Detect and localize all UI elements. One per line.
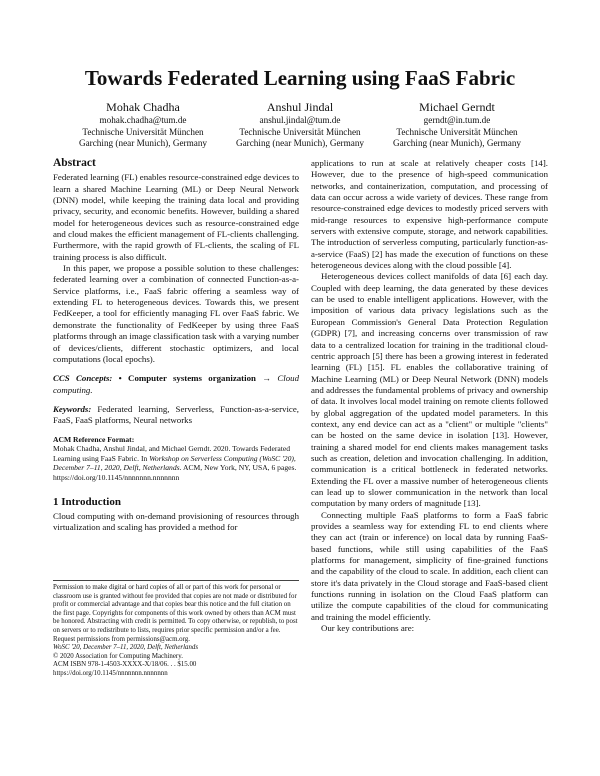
acm-reference-text xyxy=(53,444,299,482)
author-name: Anshul Jindal xyxy=(266,100,334,114)
right-paragraph-3: Connecting multiple FaaS platforms to form a FaaS fabric provides a seamless way for extending FL to end clients where they can act (train or inference) on local data by running FaaS-based functions, while still using capabilities of the FaaS platforms for management, simplicity of fine-grained functions and the capability of the cloud to scale. In addition, each client can store it's data privately in the Cloud storage and FaaS-based client functions running in isolation on the Cloud FaaS platform can utilize the compute capabilities of the cloud for communicating and training the model efficiently. xyxy=(311,509,548,622)
keywords-text: Federated learning, Serverless, Function-as-a-service, FaaS, FaaS platforms, Neural networks xyxy=(53,403,299,426)
author-location: Garching (near Munich), Germany xyxy=(78,138,208,149)
footnote-doi: https://doi.org/10.1145/nnnnnnn.nnnnnnn xyxy=(53,669,168,677)
author-affiliation: Technische Universität München xyxy=(82,126,204,137)
author-name: Michael Gerndt xyxy=(419,100,495,114)
paper-title: Towards Federated Learning using FaaS Fabric xyxy=(84,66,516,90)
acm-reference xyxy=(53,435,299,483)
ccs-arrow: → xyxy=(262,373,272,384)
keywords-label: Keywords: xyxy=(53,403,92,414)
reference-text-2: ACM, New York, NY, USA, 6 pages. https://doi.org/10.1145/nnnnnnn.nnnnnnn xyxy=(53,463,297,482)
author-email: gerndt@in.tum.de xyxy=(423,115,491,125)
left-column xyxy=(53,158,299,534)
reference-text-1: Mohak Chadha, Anshul Jindal, and Michael Gerndt. 2020. Towards Federated Learning using FaaS Fabric. In xyxy=(53,444,291,463)
author-affiliation: Technische Universität München xyxy=(239,126,361,137)
ccs-concepts xyxy=(53,373,299,396)
ccs-rest: Cloud computing. xyxy=(53,373,299,395)
footnote-venue: WoSC '20, December 7–11, 2020, Delft, Netherlands xyxy=(53,644,199,652)
ccs-label: CCS Concepts: xyxy=(53,373,113,384)
ccs-main: • Computer systems organization xyxy=(118,373,256,384)
right-paragraph-4: Our key contributions are: xyxy=(321,623,415,634)
author-block-3 xyxy=(362,100,552,150)
introduction-heading: 1 Introduction xyxy=(53,495,121,508)
footnote-isbn: ACM ISBN 978-1-4503-XXXX-X/18/06. . . $15.00 xyxy=(53,661,197,669)
acm-reference-heading: ACM Reference Format: xyxy=(53,434,135,444)
author-affiliation: Technische Universität München xyxy=(396,126,518,137)
permission-notice: Permission to make digital or hard copies of all or part of this work for personal or classroom use is granted without fee provided that copies are not made or distributed for profit or commercial advantage and that copies bear this notice and the full citation on the first page. Copyrights for components of this work owned by others than ACM must be honored. Abstracting with credit is permitted. To copy otherwise, or republish, to post on servers or to redistribute to lists, requires prior specific permission and/or a fee. Request permissions from permissions@acm.org. xyxy=(53,584,298,643)
author-name: Mohak Chadha xyxy=(106,100,180,114)
author-email: mohak.chadha@tum.de xyxy=(99,115,187,125)
right-paragraph-2: Heterogeneous devices collect manifolds of data [6] each day. Coupled with deep learning, the data generated by these devices can be used to enable intelligent applications. However, with the imposition of various data privacy legislations such as the European Commission's General Data Protection Regulation (GDPR) [7], and increasing concerns over transmission of raw data to a centralized location for training in the traditional cloud-centric approach [5] there has been a growing interest in federated learning (FL) [15]. FL enables the collaborative training of Machine Learning (ML) or Deep Neural Network (DNN) models and addresses the fundamental problems of privacy and ownership of data. It involves local model training on remote clients followed by global aggregation of the updated model parameters. In this context, any end device can act as a "client" or multiple "clients" can be hosted on the same device in isolation [13]. However, training a shared model for end clients makes management tasks such as creation, deletion and invocation challenging. In addition, communication is a critical bottleneck in federated networks. Extending the FL over a massive number of heterogeneous clients can lead up to slower communication in the network than local computation by many orders of magnitude [13]. xyxy=(311,271,548,509)
abstract-paragraph-2: In this paper, we propose a possible solution to these challenges: federated learning over a combination of connected Function-as-a-Service platforms, i.e., FaaS fabric offering a seamless way of extending FL to heterogeneous devices. Towards this, we present FedKeeper, a tool for efficiently managing FL over FaaS fabric. We demonstrate the functionality of FedKeeper by using three FaaS platforms through an image classification task with a varying number of devices/clients, different stochastic optimizers, and local computations (local epochs). xyxy=(53,263,299,364)
abstract-heading: Abstract xyxy=(53,157,96,169)
reference-venue: Workshop on Serverless Computing (WoSC '20), December 7–11, 2020, Delft, Netherlands. xyxy=(53,453,296,473)
keywords xyxy=(53,404,299,427)
author-location: Garching (near Munich), Germany xyxy=(235,138,365,149)
footnote xyxy=(53,584,299,679)
introduction-paragraph: Cloud computing with on-demand provisioning of resources through virtualization and scaling has provided a method for xyxy=(53,510,299,533)
footnote-divider xyxy=(53,580,299,581)
right-column xyxy=(311,158,548,634)
abstract-paragraph-1: Federated learning (FL) enables resource-constrained edge devices to learn a shared Machine Learning (ML) or Deep Neural Network (DNN) model, while keeping the training data local and providing privacy, security, and economic benefits. However, building a shared model for heterogeneous devices such as resource-constrained edge and cloud makes the efficient management of FL-clients challenging. Furthermore, with the rapid growth of FL-clients, the scaling of FL training process is also difficult. xyxy=(53,172,299,262)
right-paragraph-1: applications to run at scale at relatively cheaper costs [14]. However, due to the presence of high-speed communication networks, and containerization, computation, and processing of data can occur across a wide variety of devices. These range from resource-constrained edge devices to modestly priced servers with mid-range resources to expensive high-performance compute servers with extensive compute, storage, and network capabilities. The introduction of serverless computing, particularly function-as-a-service (FaaS) [2] has made the execution of functions on these heterogeneous devices along with the cloud possible [4]. xyxy=(311,158,548,271)
author-location: Garching (near Munich), Germany xyxy=(392,138,522,149)
footnote-copyright: © 2020 Association for Computing Machinery. xyxy=(53,652,183,660)
author-email: anshul.jindal@tum.de xyxy=(259,115,341,125)
